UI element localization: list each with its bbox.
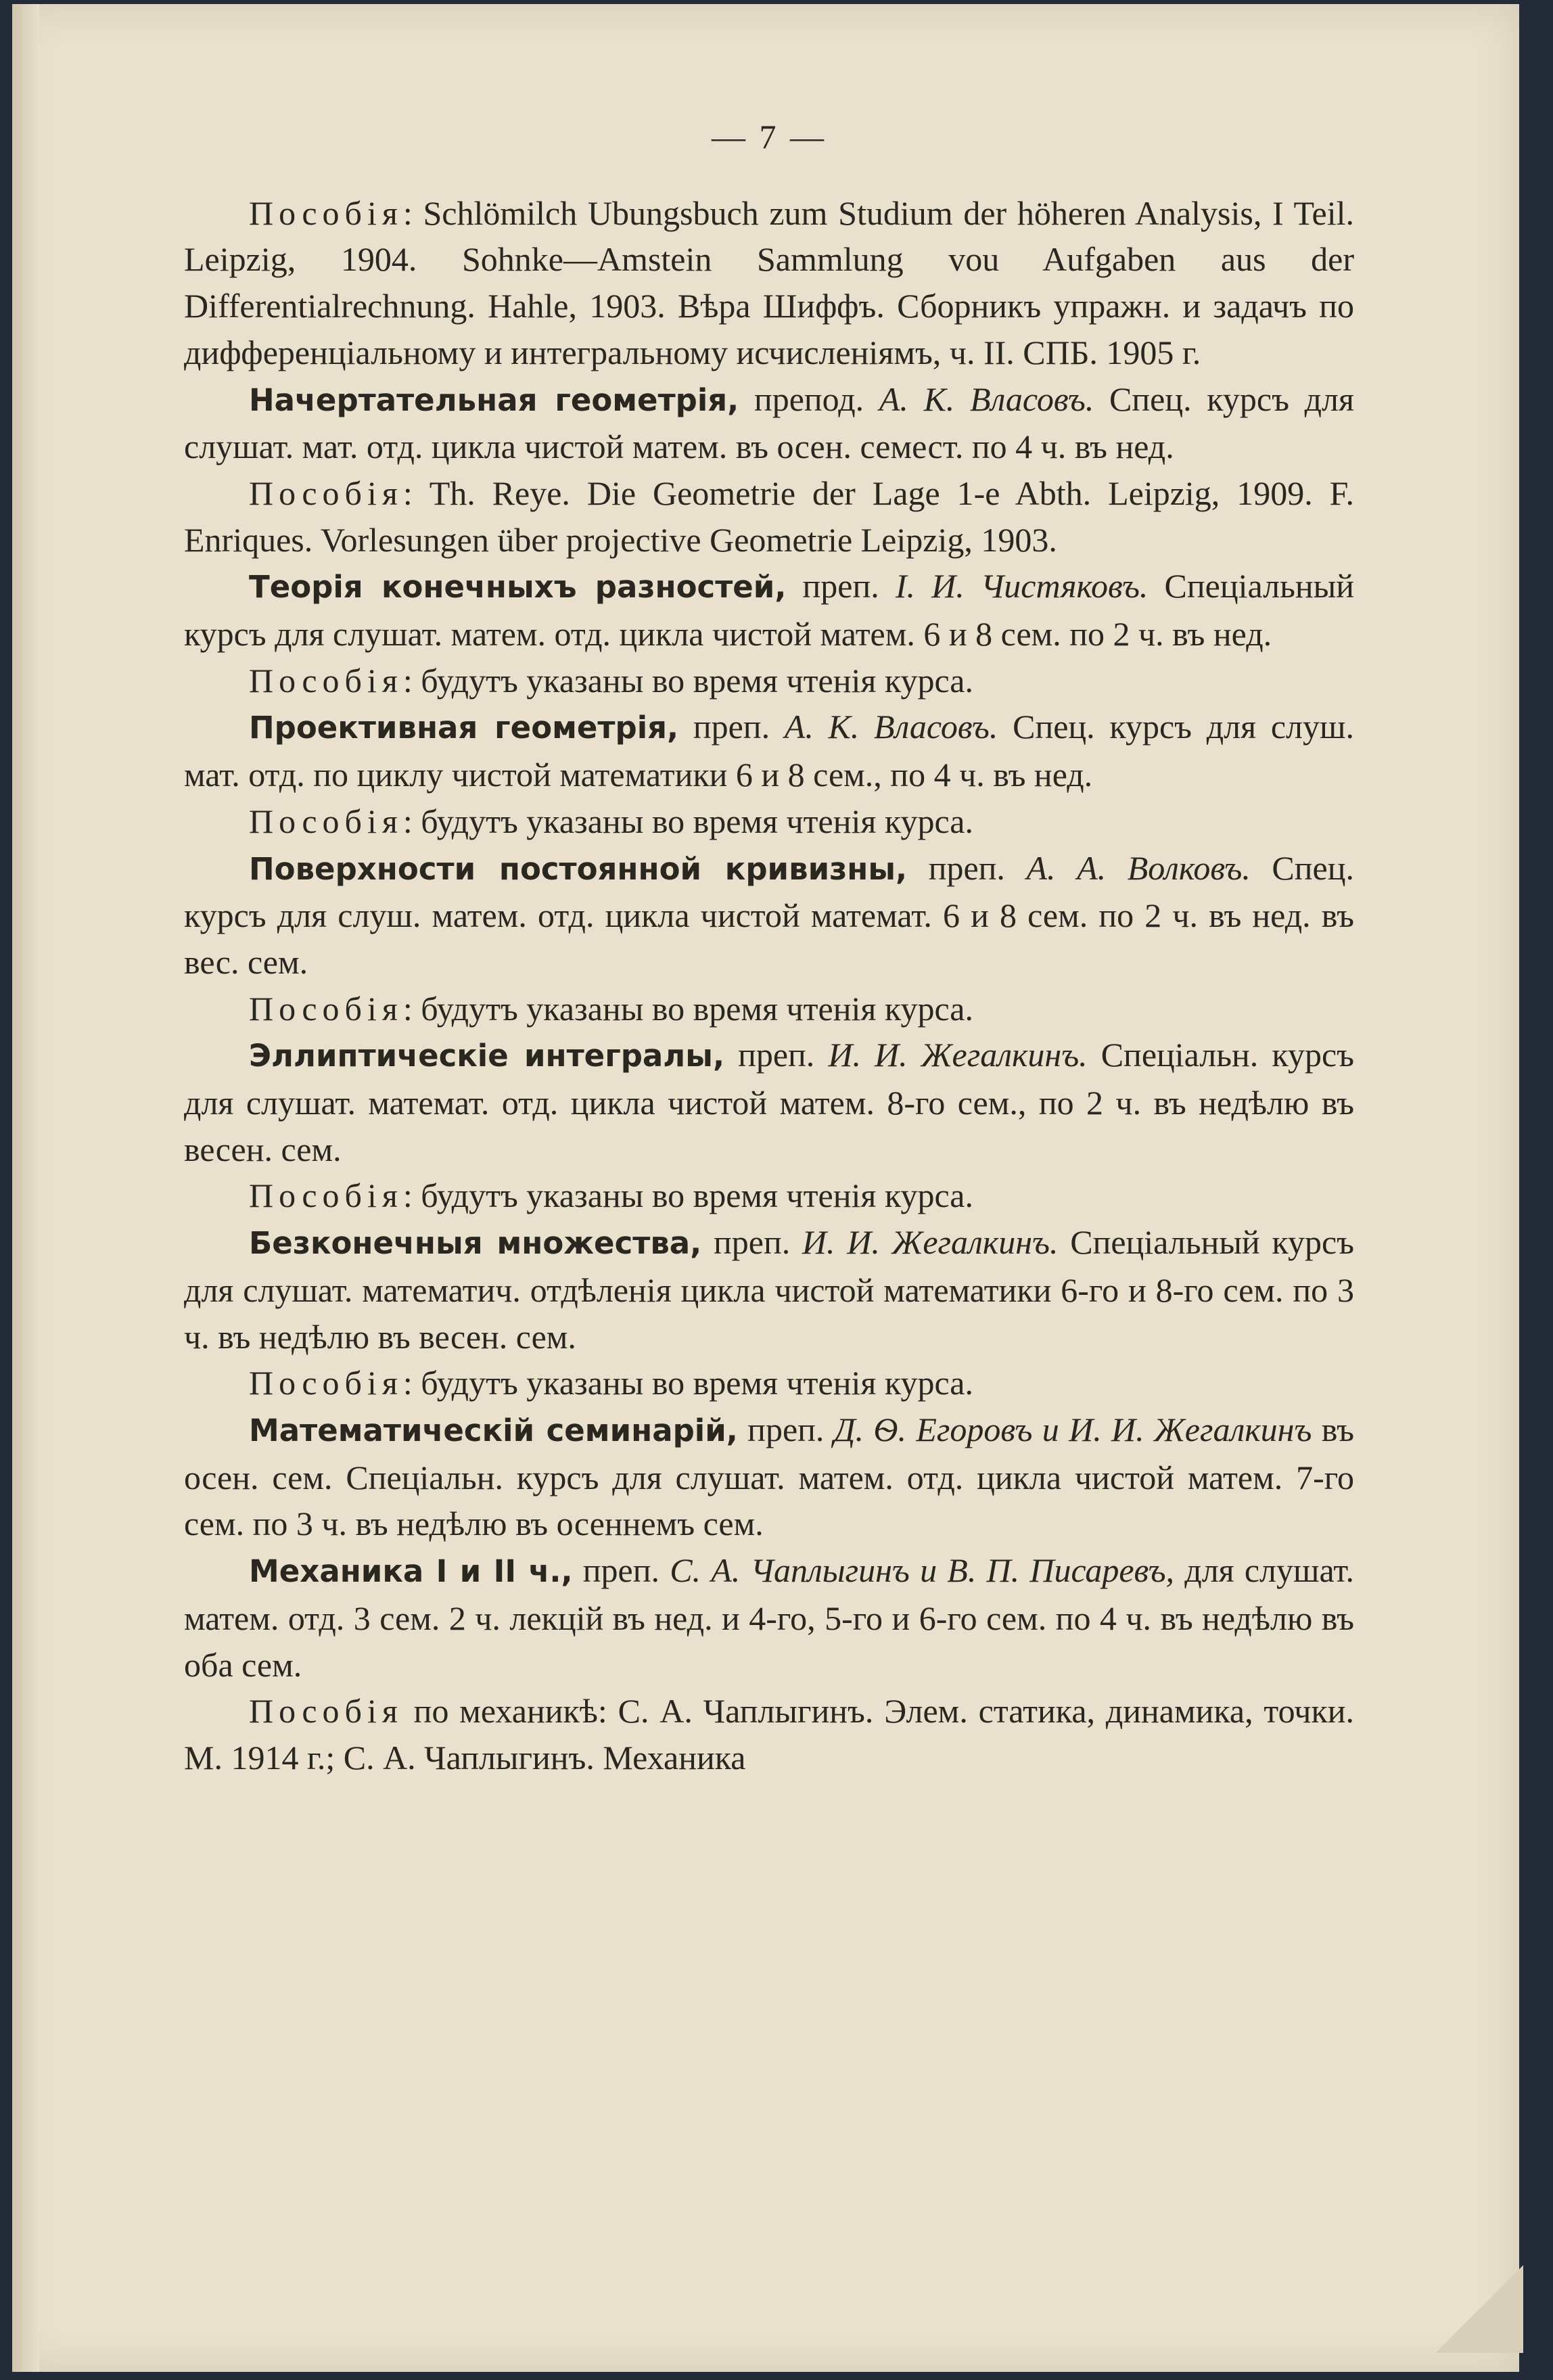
label-posobiya: Пособія xyxy=(249,661,403,700)
paragraph xyxy=(184,1032,1354,1172)
paragraph-text: преп. xyxy=(572,1551,670,1590)
paragraph-text: Спец. курсъ для слуш. мат. отд. по циклу чистой математики 6 и 8 сем., по 4 ч. въ нед. xyxy=(184,708,1354,794)
lecturer-name: С. А. Чаплыгинъ и В. П. Писаревъ, xyxy=(670,1551,1175,1590)
paragraph xyxy=(184,658,1354,704)
label-posobiya: Пособія xyxy=(249,1176,403,1215)
course-title: Поверхности постоянной кривизны, xyxy=(249,850,908,887)
paragraph-text: Спец. курсъ для слуш. матем. отд. цикла чистой математ. 6 и 8 сем. по 2 ч. въ нед. въ вес. сем. xyxy=(184,848,1354,981)
lecturer-name: И. И. Жегалкинъ. xyxy=(802,1223,1059,1262)
paragraph xyxy=(184,470,1354,563)
page-body xyxy=(184,190,1354,1781)
label-posobiya: Пособія xyxy=(249,193,403,232)
paragraph xyxy=(184,190,1354,376)
paragraph-text: преп. xyxy=(737,1410,834,1448)
paragraph-text: Спеціальн. курсъ для слушат. математ. отд. цикла чистой матем. 8-го сем., по 2 ч. въ недѣлю въ весен. сем. xyxy=(184,1036,1354,1168)
course-title: Теорія конечныхъ разностей, xyxy=(249,569,787,605)
paragraph-text: : Schlömilch Ubungsbuch zum Studium der höheren Analysis, I Teil. Leipzig, 1904. Sohnke—Amstein Sammlung vou Aufgaben aus der Differentialrechnung. Hahle, 1903. Вѣра Шиффъ. Сборникъ упражн. и задачъ по дифференціальному и интегральному исчисленіямъ, ч. II. СПБ. 1905 г. xyxy=(184,193,1354,371)
lecturer-name: А. А. Волковъ. xyxy=(1026,848,1251,887)
paragraph xyxy=(184,1172,1354,1219)
paragraph xyxy=(184,1688,1354,1781)
label-posobiya: Пособія xyxy=(249,989,403,1028)
label-posobiya: Пособія xyxy=(249,802,403,840)
paragraph xyxy=(184,1406,1354,1547)
page-text xyxy=(184,114,1354,1781)
lecturer-name: I. И. Чистяковъ. xyxy=(895,567,1149,605)
lecturer-name: А. К. Власовъ. xyxy=(879,380,1094,418)
paragraph-text: въ осен. сем. Спеціальн. курсъ для слушат. матем. отд. цикла чистой матем. 7-го сем. по 3 ч. въ недѣлю въ осеннемъ сем. xyxy=(184,1410,1354,1543)
lecturer-name: А. К. Власовъ. xyxy=(784,708,998,746)
label-posobiya: Пособія xyxy=(249,1692,403,1731)
paragraph xyxy=(184,798,1354,845)
paragraph-text: препод. xyxy=(739,380,879,418)
paragraph xyxy=(184,704,1354,798)
paragraph xyxy=(184,845,1354,986)
page-number: — 7 — xyxy=(712,118,827,156)
course-title: Начертательная геометрія, xyxy=(249,382,739,418)
course-title: Эллиптическіе интегралы, xyxy=(249,1038,725,1074)
paragraph xyxy=(184,376,1354,470)
paragraph xyxy=(184,563,1354,657)
paragraph-text: : будутъ указаны во время чтенія курса. xyxy=(402,1176,973,1215)
course-title: Проективная геометрія, xyxy=(249,710,679,746)
paragraph-text: Спец. курсъ для слушат. мат. отд. цикла чистой матем. въ осен. семест. по 4 ч. въ нед. xyxy=(184,380,1354,466)
folded-corner xyxy=(1435,2265,1523,2353)
paragraph-text: Спеціальный курсъ для слушат. математич. отдѣленія цикла чистой математики 6-го и 8-го сем. по 3 ч. въ недѣлю въ весен. сем. xyxy=(184,1223,1355,1356)
course-title: Безконечныя множества, xyxy=(249,1225,702,1262)
paragraph-text: преп. xyxy=(678,708,785,746)
label-posobiya: Пособія xyxy=(249,474,403,512)
paragraph-text: : будутъ указаны во время чтенія курса. xyxy=(402,661,973,700)
paragraph xyxy=(184,1219,1354,1360)
paragraph-text: преп. xyxy=(701,1223,802,1262)
paragraph-text: Спеціальный курсъ для слушат. матем. отд. цикла чистой матем. 6 и 8 сем. по 2 ч. въ нед. xyxy=(184,567,1354,654)
paragraph-text: : будутъ указаны во время чтенія курса. xyxy=(402,989,973,1028)
page-gutter xyxy=(12,4,39,2372)
paragraph-text: : будутъ указаны во время чтенія курса. xyxy=(402,1364,973,1402)
paragraph xyxy=(184,1360,1354,1406)
paragraph-text: преп. xyxy=(786,567,896,605)
paragraph xyxy=(184,1547,1354,1688)
paragraph-text: : Th. Reye. Die Geometrie der Lage 1-e Abth. Leipzig, 1909. F. Enriques. Vorlesungen über projective Geometrie Leipzig, 1903. xyxy=(184,474,1354,559)
paragraph-text: преп. xyxy=(724,1036,829,1074)
lecturer-name: Д. Ѳ. Егоровъ и И. И. Жегалкинъ xyxy=(833,1410,1312,1448)
paragraph-text: преп. xyxy=(907,848,1027,887)
paragraph-text: : будутъ указаны во время чтенія курса. xyxy=(402,802,973,840)
paragraph-text: для слушат. матем. отд. 3 сем. 2 ч. лекцій въ нед. и 4-го, 5-го и 6-го сем. по 4 ч. въ недѣлю въ оба сем. xyxy=(184,1551,1354,1684)
course-title: Механика I и II ч., xyxy=(249,1553,573,1590)
course-title: Математическій семинарій, xyxy=(249,1412,738,1448)
label-posobiya: Пособія xyxy=(249,1364,403,1402)
lecturer-name: И. И. Жегалкинъ. xyxy=(828,1036,1088,1074)
paragraph xyxy=(184,986,1354,1032)
paragraph-text: по механикѣ: С. А. Чаплыгинъ. Элем. статика, динамика, точки. М. 1914 г.; С. А. Чаплыгинъ. Механика xyxy=(184,1692,1354,1777)
